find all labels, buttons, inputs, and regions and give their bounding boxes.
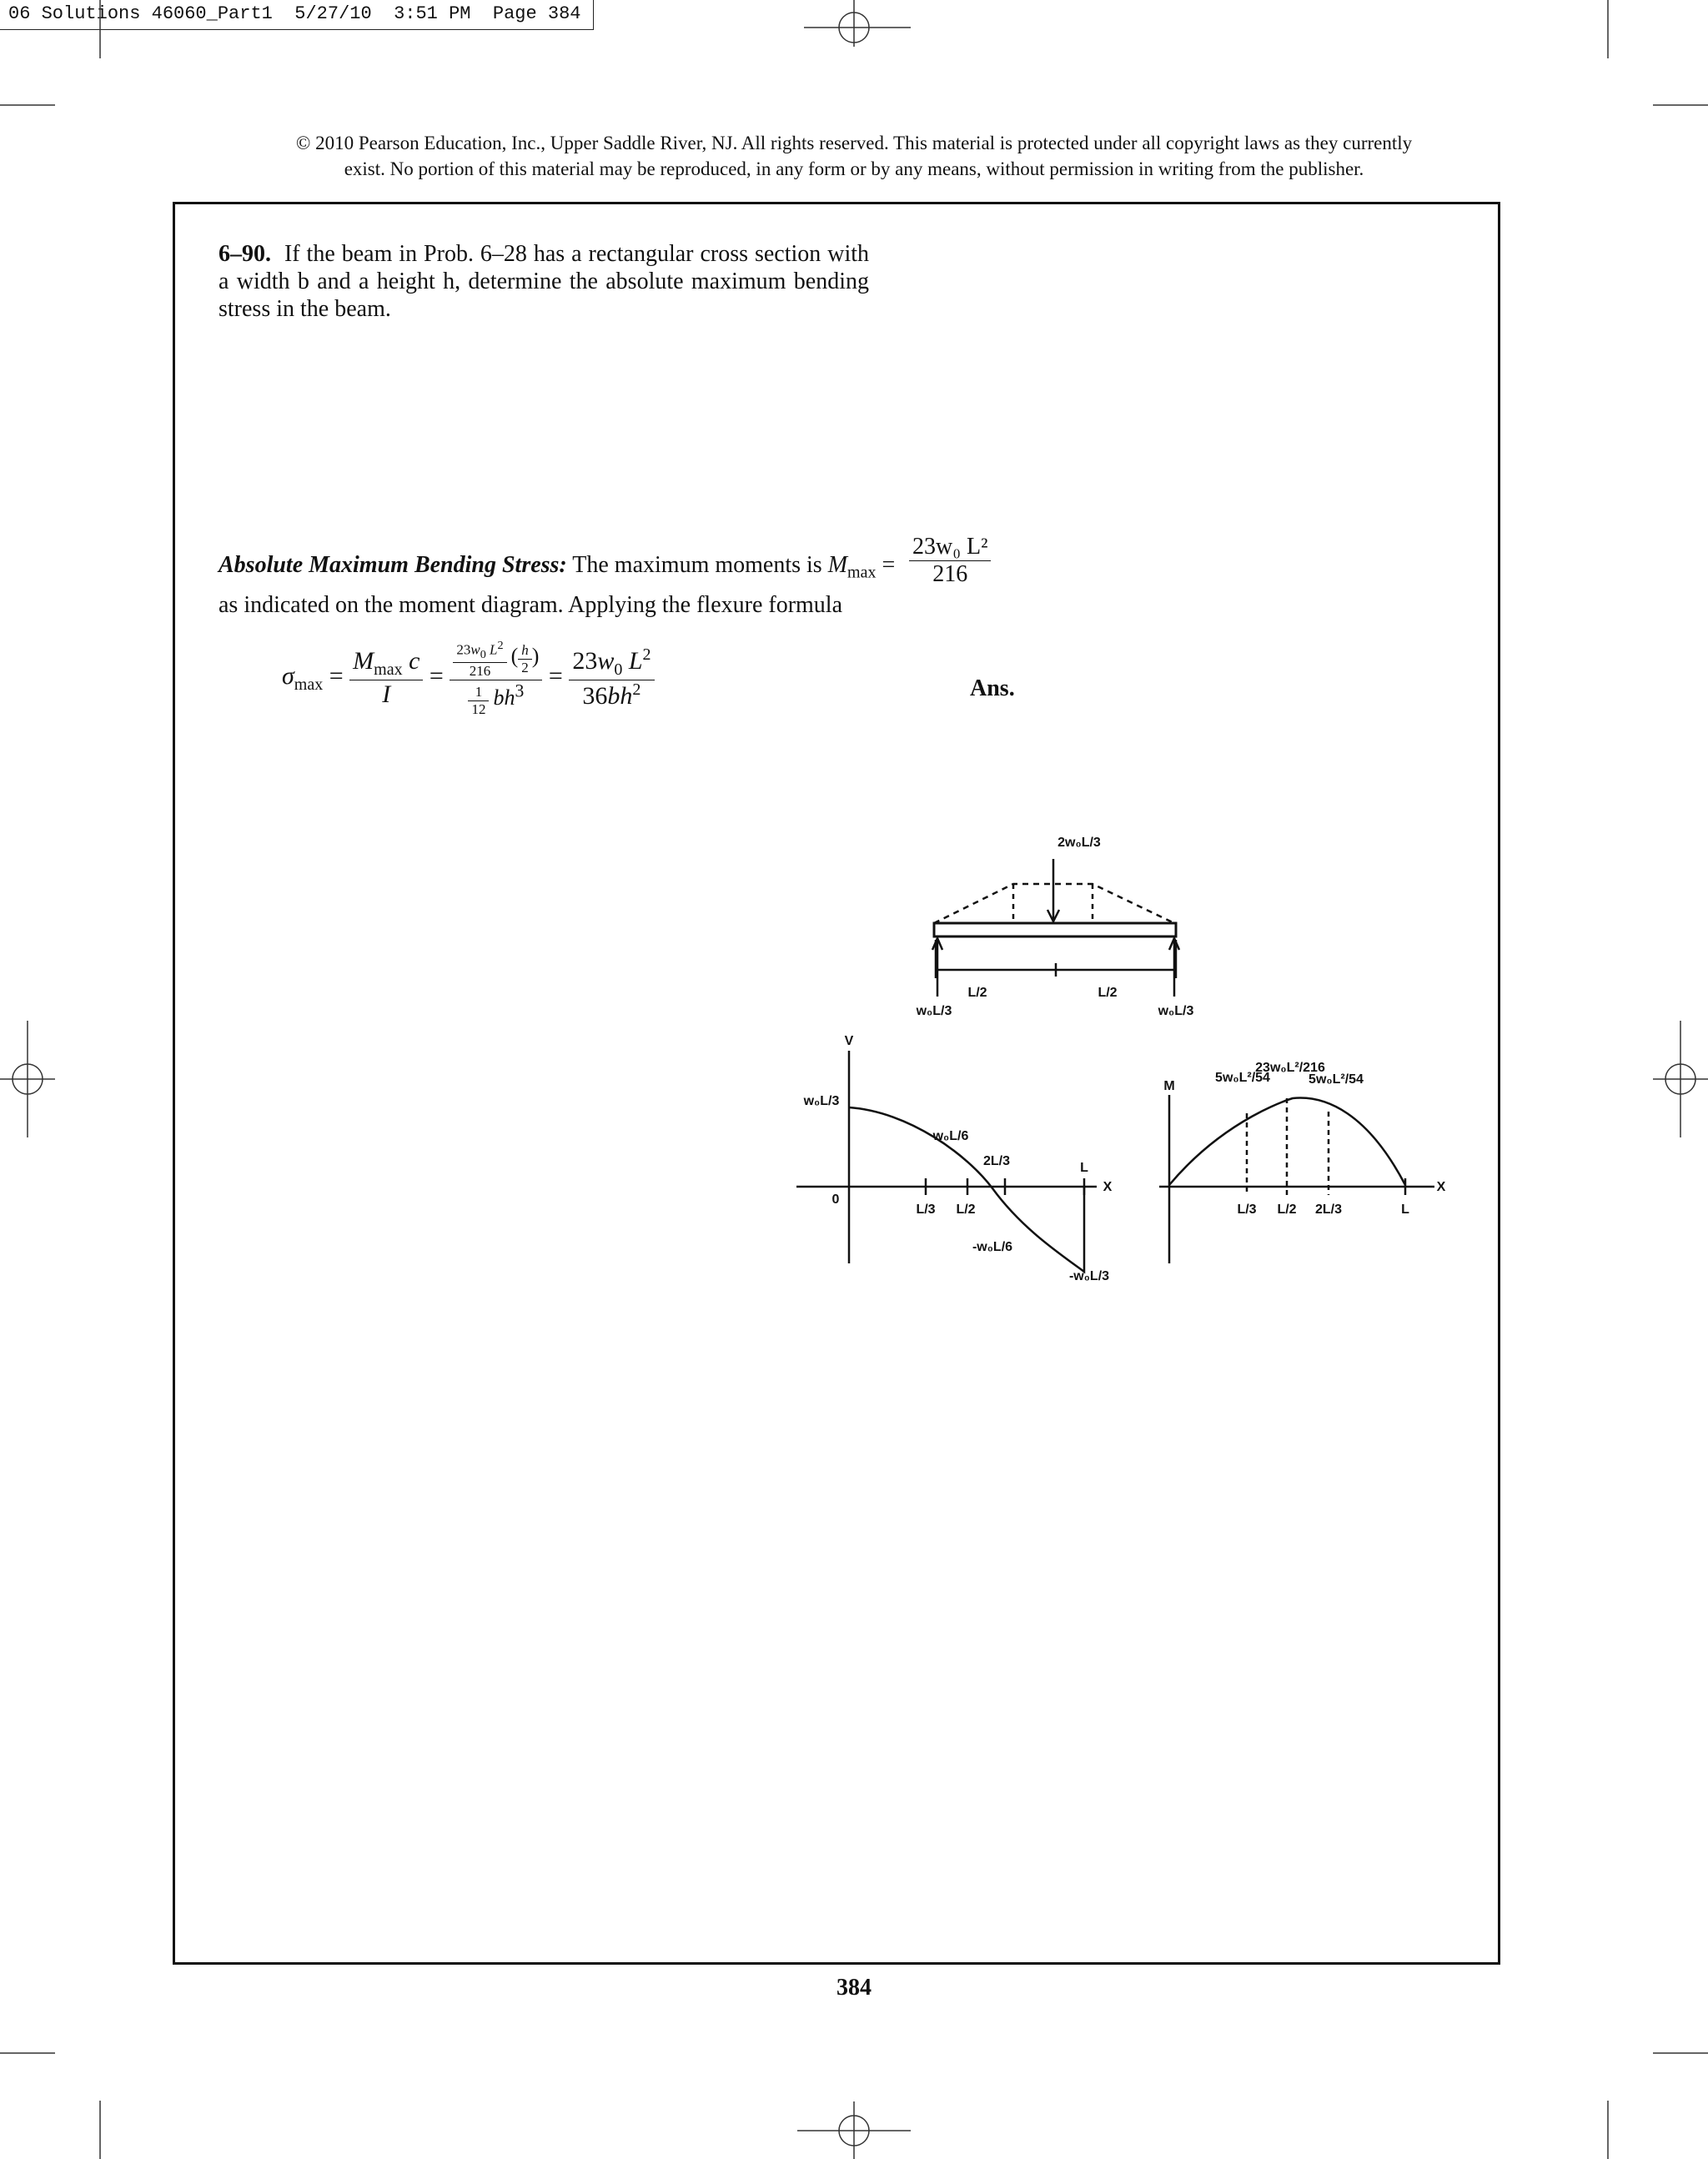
solution-heading: Absolute Maximum Bending Stress: <box>219 552 567 578</box>
shear-l-label: L <box>1080 1161 1088 1175</box>
problem-number: 6–90. <box>219 241 271 267</box>
moment-left-label: 5w₀L²/54 <box>1215 1071 1270 1085</box>
shear-max-label: w₀L/3 <box>803 1094 840 1108</box>
shear-l3-label: L/3 <box>916 1203 936 1217</box>
moment-axis-label: M <box>1163 1079 1175 1093</box>
moment-peak-label: 23w₀L²/216 <box>1255 1061 1325 1075</box>
shear-l2-label: L/2 <box>956 1203 976 1217</box>
solution-intro: Absolute Maximum Bending Stress: The maximum moments is $M_{max}$ = <box>219 552 896 582</box>
solution-sentence: The maximum moments is <box>572 552 822 578</box>
shear-x-label: X <box>1103 1180 1113 1194</box>
reaction-left-label: w₀L/3 <box>916 1004 952 1018</box>
flexure-line: as indicated on the moment diagram. Applying the flexure formula <box>219 592 843 618</box>
shear-min-label: -w₀L/3 <box>1068 1269 1110 1283</box>
problem-statement <box>219 240 869 323</box>
reaction-right-label: w₀L/3 <box>1158 1004 1194 1018</box>
moment-2l3-label: 2L/3 <box>1314 1203 1343 1217</box>
moment-l3-label: L/3 <box>1237 1203 1257 1217</box>
moment-x-label: X <box>1436 1180 1446 1194</box>
shear-neg-label: -w₀L/6 <box>972 1240 1013 1254</box>
problem-text: If the beam in Prob. 6–28 has a rectangular cross section with a width b and a height h, determine the absolute maximum bending stress in the beam. <box>219 241 869 322</box>
flexure-equation: $\sigma_{max}$ = $\frac{M_{max} c}{I}$ = $\frac{23w_0 L^2}{216}$ ( $\frac{h}{2}$ ) $\frac{1}{12}$ $bh^3$ = $\frac{23w_0 L^2}{36bh^2}$ <box>282 639 655 718</box>
moment-diagram <box>1159 1095 1434 1263</box>
copyright-line-2: exist. No portion of this material may be reproduced, in any form or by any means, without permission in writing from the publisher. <box>344 158 1364 179</box>
moment-l-label: L <box>1401 1203 1409 1217</box>
moment-l2-label: L/2 <box>1277 1203 1297 1217</box>
copyright-line-1: © 2010 Pearson Education, Inc., Upper Saddle River, NJ. All rights reserved. This material is protected under all copyright laws as they currently <box>295 133 1413 153</box>
mmax-numerator: 23w₀ L² <box>909 534 991 561</box>
print-slug: 06 Solutions 46060_Part1 5/27/10 3:51 PM Page 384 <box>0 0 594 30</box>
beam-loading-diagram <box>932 859 1179 997</box>
beam-diagrams <box>792 830 1476 1322</box>
moment-right-label: 5w₀L²/54 <box>1309 1072 1364 1087</box>
mmax-denominator: 216 <box>932 561 968 587</box>
answer-label: Ans. <box>970 675 1015 701</box>
half-span-left-label: L/2 <box>967 986 987 1000</box>
shear-pos-label: w₀L/6 <box>932 1129 969 1143</box>
shear-2l3-label: 2L/3 <box>982 1154 1011 1168</box>
half-span-right-label: L/2 <box>1098 986 1118 1000</box>
page-number: 384 <box>836 1975 872 2001</box>
mmax-fraction <box>909 534 991 588</box>
shear-diagram <box>796 1051 1097 1272</box>
shear-axis-label: V <box>844 1034 854 1048</box>
load-label: 2w₀L/3 <box>1057 836 1101 850</box>
origin-label: 0 <box>831 1192 840 1207</box>
